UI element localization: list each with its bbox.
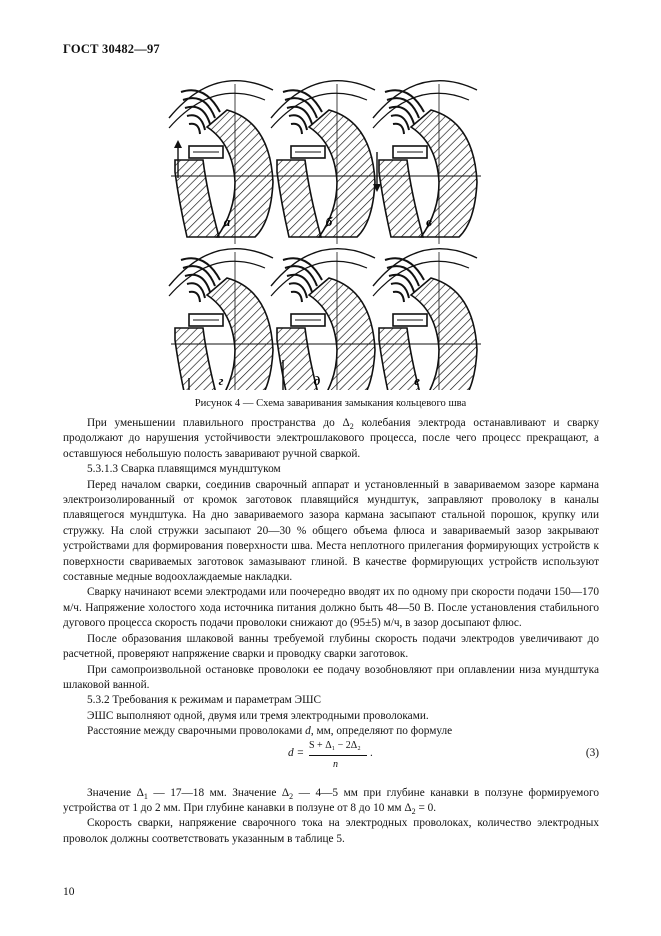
section-heading-5-3-1-3: 5.3.1.3 Сварка плавящимся мундштуком [87, 463, 281, 476]
panel-d-drawing [169, 249, 277, 390]
paragraph-pered-nachalom: Перед началом сварки, соединив сварочный аппарат и установленный в завариваемом зазоре кармана электроизолированный от кромок заготовок плавящийся мундштук, заправляют проволоку в каналы плавящегося мундштука. На дно завариваемого зазора кармана засыпают стальной порошок, крупку или стружку. На слой стружки засыпают 20—30 % общего объема флюса и завариваемый зазор закрывают устройствами для формирования поверхности шва. Места неплотного прилегания формирующих устройств к поверхности свариваемых заготовок замазывают глиной. В качестве формирующих устройств используют составные медные водоохлаждаемые накладки. [63, 478, 599, 584]
panel-f-drawing [373, 249, 481, 390]
p9-text-a: Расстояние между сварочными проволоками [87, 725, 306, 738]
formula-numerator: S + Δ₁ − 2Δ₂ [309, 739, 361, 751]
p1-text-a: При уменьшении плавильного пространства до Δ [87, 417, 350, 429]
panel-label-c: в [426, 214, 432, 229]
document-header: ГОСТ 30482—97 [63, 42, 160, 56]
panel-label-a: а [223, 214, 231, 229]
panel-label-d: г [218, 373, 224, 388]
paragraph-skorost: Скорость сварки, напряжение сварочного тока на электродных проволоках, количество электродных проволок должны соответствовать указанным в таблице 5. [63, 817, 599, 845]
section-heading-5-3-2: 5.3.2 Требования к режимам и параметрам ЭШС [87, 694, 321, 707]
p10-text-a: Значение Δ [87, 786, 144, 799]
paragraph-eshs: ЭШС выполняют одной, двумя или тремя электродными проволоками. [87, 709, 429, 722]
formula-tail: . [370, 746, 373, 759]
paragraph-plavilnoe [63, 416, 599, 462]
panel-label-e: д [313, 373, 321, 388]
p9-variable: d [305, 725, 311, 738]
p9-text-b: , мм, определяют по формуле [310, 725, 453, 738]
p1-subscript: 2 [349, 422, 354, 431]
p10-sub2: 2 [289, 791, 294, 801]
p10-text-d: = 0. [415, 801, 437, 814]
paragraph-znachenie [63, 786, 599, 817]
welding-scheme-drawing [165, 72, 505, 390]
formula-denominator: n [333, 758, 338, 770]
formula-3 [63, 740, 599, 786]
formula-fraction-bar [309, 755, 367, 756]
p1-text-b: колебания электрода останавливают и сварку продолжают до нарушения устойчивости электрошлакового процесса, после чего процесс прекращают, а оставшуюся небольшую полость заваривают ручной сваркой. [63, 417, 599, 460]
formula-number: (3) [585, 746, 599, 759]
p10-sub3: 2 [411, 806, 416, 816]
p10-sub1: 1 [143, 791, 148, 801]
formula-lhs: d = [288, 746, 305, 759]
p10-text-b: — 17—18 мм. Значение Δ [147, 786, 290, 799]
paragraph-svarku-nachinayut: Сварку начинают всеми электродами или поочередно вводят их по одному при скорости подачи 150—170 м/ч. Напряжение холостого хода источника питания должно быть 48—50 В. После установления стабильного дугового процесса скорость подачи проволоки снижают до (95±5) м/ч, в зазор досыпают флюс. [63, 586, 599, 630]
panel-label-f: е [414, 373, 420, 388]
figure-caption: Рисунок 4 — Схема заваривания замыкания кольцевого шва [194, 398, 467, 409]
panel-e-drawing [271, 249, 379, 390]
document-body [63, 416, 599, 847]
page-number: 10 [63, 886, 75, 898]
panel-label-b: б [325, 214, 333, 229]
p10-text-c: — 4—5 мм при глубине канавки в ползуне формируемого устройства от 1 до 2 мм. При глубине канавки в ползуне от 8 до 10 мм Δ [63, 786, 599, 814]
paragraph-pri-samoproizvolnoy: При самопроизвольной остановке проволоки ее подачу возобновляют при оплавлении низа мундштука шлаковой ванной. [63, 663, 599, 691]
welding-scheme-figure [165, 72, 505, 390]
paragraph-posle-obrazovaniya: После образования шлаковой ванны требуемой глубины скорость подачи электродов увеличивают до расчетной, проверяют напряжение сварки и проводку сварки заготовок. [63, 632, 599, 661]
